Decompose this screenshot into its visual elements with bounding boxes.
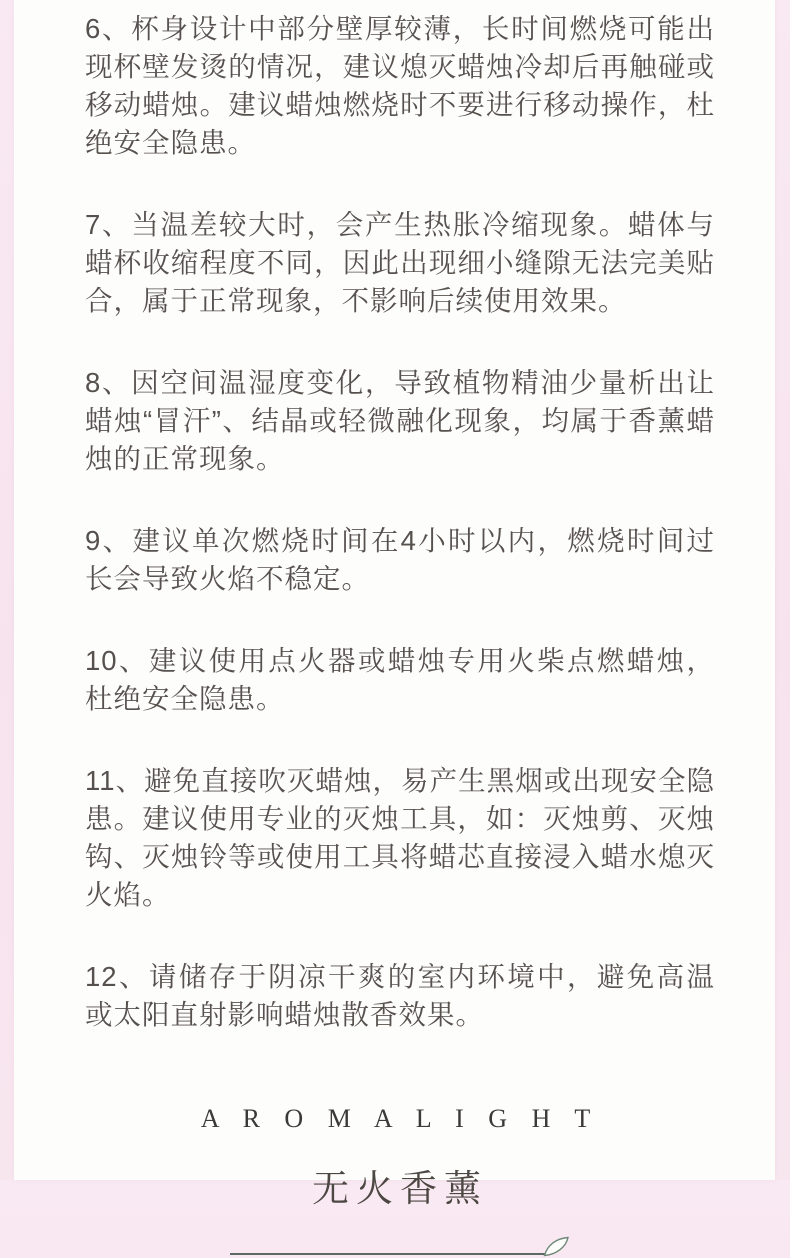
brand-name-chinese: 无火香薰: [312, 1168, 488, 1209]
instruction-item-12: 12、请储存于阴凉干爽的室内环境中，避免高温或太阳直射影响蜡烛散香效果。: [85, 961, 715, 1030]
instruction-item-7: 7、当温差较大时，会产生热胀冷缩现象。蜡体与蜡杯收缩程度不同，因此出现细小缝隙无法完美贴合，属于正常现象，不影响后续使用效果。: [85, 209, 715, 316]
instruction-item-8: 8、因空间温湿度变化，导致植物精油少量析出让蜡烛“冒汗”、结晶或轻微融化现象，均属于香薰蜡烛的正常现象。: [85, 367, 715, 474]
brand-footer: [85, 1104, 715, 1258]
instruction-item-11: 11、避免直接吹灭蜡烛，易产生黑烟或出现安全隐患。建议使用专业的灭烛工具，如：灭烛剪、灭烛钩、灭烛铃等或使用工具将蜡芯直接浸入蜡水熄灭火焰。: [85, 765, 715, 910]
content-card: [14, 0, 775, 1209]
instruction-item-9: 9、建议单次燃烧时间在4小时以内，燃烧时间过长会导致火焰不稳定。: [85, 525, 715, 594]
instruction-item-6: 6、杯身设计中部分壁厚较薄，长时间燃烧可能出现杯壁发烫的情况，建议熄灭蜡烛冷却后再触碰或移动蜡烛。建议蜡烛燃烧时不要进行移动操作，杜绝安全隐患。: [85, 13, 715, 158]
brand-divider: [85, 1234, 715, 1258]
brand-name-english: A R O M A L I G H T: [200, 1104, 600, 1133]
divider-line: [230, 1253, 545, 1255]
leaf-icon: [543, 1236, 570, 1258]
instruction-item-10: 10、建议使用点火器或蜡烛专用火柴点燃蜡烛，杜绝安全隐患。: [85, 645, 715, 714]
